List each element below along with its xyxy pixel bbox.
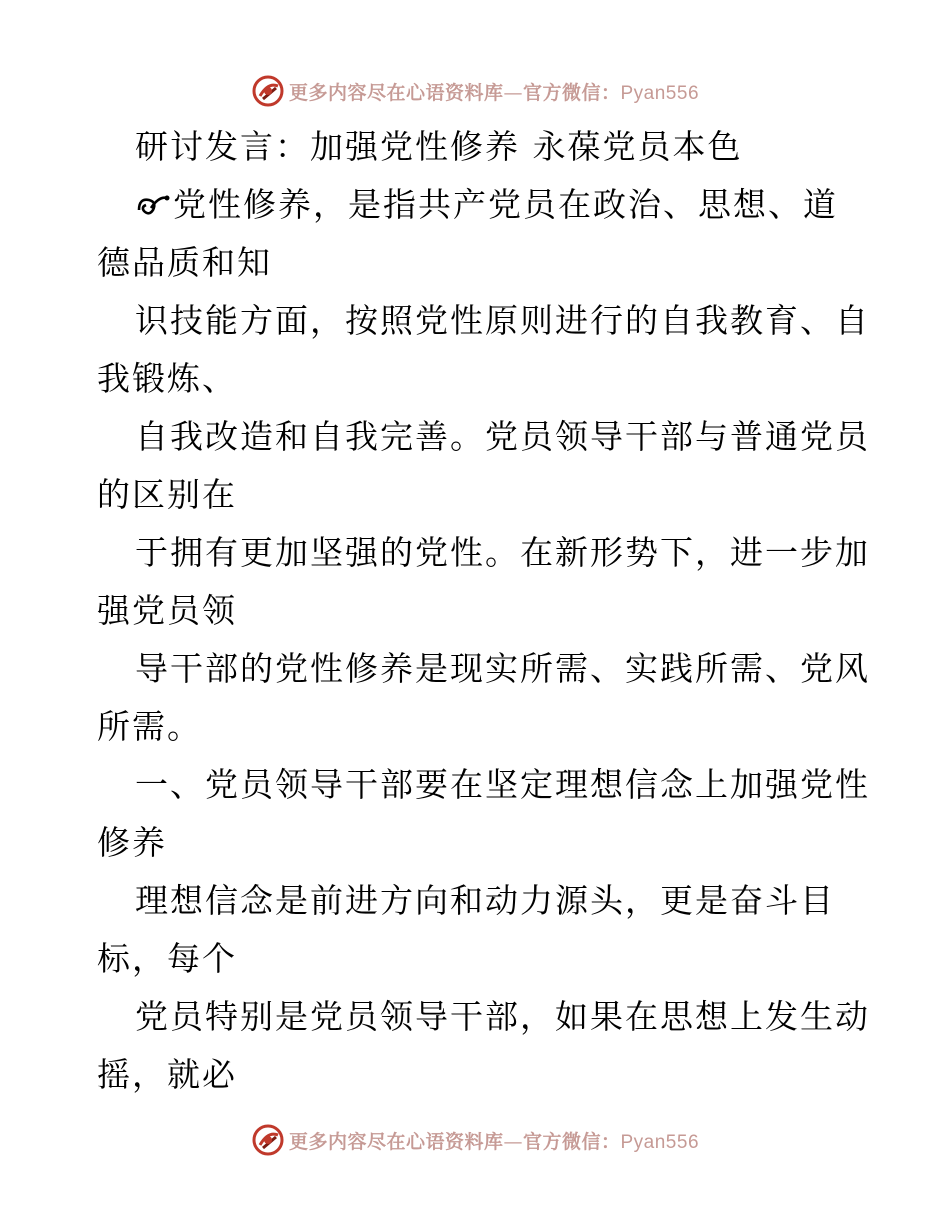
paragraph-line: 摇，就必	[97, 1055, 237, 1094]
document-body	[97, 118, 870, 1104]
paragraph-line: 的区别在	[97, 475, 237, 514]
watermark-dash: —	[503, 81, 523, 104]
paragraph-line: 识技能方面，按照党性原则进行的自我教育、自	[135, 301, 870, 340]
paragraph-line: 德品质和知	[97, 243, 272, 282]
red-circle-logo-icon	[251, 74, 285, 108]
paragraph-line: 导干部的党性修养是现实所需、实践所需、党风	[135, 649, 870, 688]
watermark-cn: 更多内容尽在心语资料库	[288, 1130, 504, 1153]
watermark-banner-top	[0, 71, 950, 111]
paragraph-line: 所需。	[97, 707, 202, 746]
watermark-text	[289, 78, 699, 105]
paragraph-line: 党员特别是党员领导干部，如果在思想上发生动	[135, 997, 870, 1036]
section-heading-line: 一、党员领导干部要在坚定理想信念上加强党性	[135, 765, 870, 804]
paragraph-line: 自我改造和自我完善。党员领导干部与普通党员	[135, 417, 870, 456]
watermark-id: Pyan556	[620, 1131, 700, 1153]
paragraph-line: 强党员领	[97, 591, 237, 630]
paragraph-line-text: 党性修养，是指共产党员在政治、思想、道	[173, 185, 838, 224]
watermark-cn: 更多内容尽在心语资料库	[288, 81, 504, 104]
document-title: 研讨发言：加强党性修养 永葆党员本色	[135, 127, 743, 166]
watermark-official: 官方微信：	[522, 81, 621, 104]
watermark-dash: —	[503, 1130, 523, 1153]
red-circle-logo-icon	[251, 1123, 285, 1157]
watermark-text	[289, 1127, 699, 1154]
watermark-banner-bottom	[0, 1120, 950, 1160]
flourish-ornament-icon	[135, 190, 171, 220]
section-heading-line: 修养	[97, 823, 167, 862]
paragraph-line: 理想信念是前进方向和动力源头，更是奋斗目	[135, 881, 835, 920]
watermark-id: Pyan556	[620, 82, 700, 104]
paragraph-line: 我锻炼、	[97, 359, 237, 398]
paragraph-line	[97, 176, 857, 234]
paragraph-line: 标，每个	[97, 939, 237, 978]
watermark-official: 官方微信：	[522, 1130, 621, 1153]
paragraph-line: 于拥有更加坚强的党性。在新形势下，进一步加	[135, 533, 870, 572]
